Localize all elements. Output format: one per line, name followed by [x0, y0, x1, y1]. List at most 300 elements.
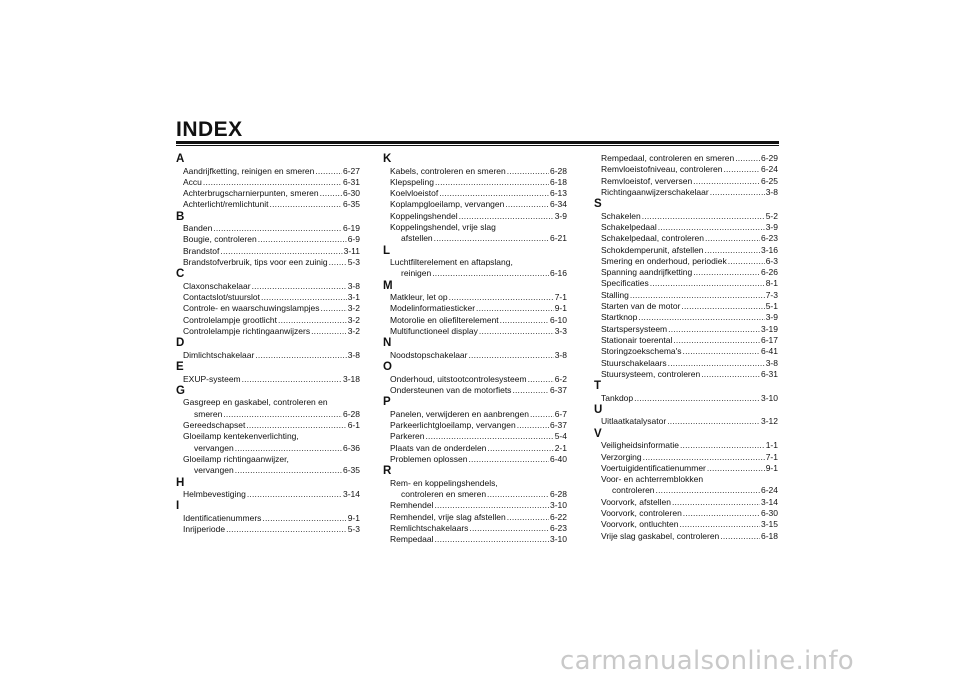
dot-leader: [434, 233, 549, 244]
index-letter-heading: C: [176, 268, 185, 281]
index-entry-term: Veiligheidsinformatie: [601, 440, 679, 451]
index-entry-page: 6-28: [549, 165, 567, 176]
dot-leader: [223, 409, 342, 420]
index-entry-term: Uitlaatkatalysator: [601, 416, 667, 427]
index-entry-term: Panelen, verwijderen en aanbrengen: [390, 408, 529, 419]
dot-leader: [710, 187, 765, 198]
index-letter-heading: K: [383, 153, 392, 165]
index-entry-page: 1-1: [765, 440, 778, 451]
index-entry-term: Multifunctioneel display: [390, 326, 478, 337]
index-entry-page: 3-3: [554, 326, 567, 337]
index-entry-page: 6-21: [549, 233, 567, 244]
index-entry[interactable]: [594, 256, 778, 267]
index-entry-term: Claxonschakelaar: [183, 280, 251, 291]
index-entry[interactable]: [594, 267, 778, 278]
index-entry[interactable]: [594, 301, 778, 312]
index-entry[interactable]: [594, 290, 778, 301]
index-entry-term: Aandrijfketting, reinigen en smeren: [183, 165, 315, 176]
index-entry[interactable]: [594, 164, 778, 175]
index-entry-term: Ondersteunen van de motorfiets: [390, 384, 512, 395]
index-entry-term: Richtingaanwijzerschakelaar: [601, 186, 709, 197]
dot-leader: [469, 454, 549, 465]
index-entry[interactable]: [176, 315, 360, 326]
dot-leader: [668, 358, 765, 369]
index-letter-heading: A: [176, 153, 185, 165]
index-entry-term: Matkleur, let op: [390, 292, 448, 303]
index-entry[interactable]: [383, 166, 567, 177]
index-entry-term: vervangen: [194, 442, 234, 453]
index-entry[interactable]: [383, 374, 567, 385]
index-entry-term: vervangen: [194, 465, 234, 476]
dot-leader: [668, 324, 760, 335]
index-entry-term: Plaats van de onderdelen: [390, 442, 487, 453]
index-entry[interactable]: [176, 246, 360, 257]
page-title: INDEX: [176, 118, 243, 141]
index-entry-term: Brandstofverbruik, tips voor een zuinig: [183, 257, 328, 268]
index-entry[interactable]: [383, 177, 567, 188]
index-entry-term: Schakelpedaal, controleren: [601, 233, 705, 244]
index-entry-term: Specificaties: [601, 278, 649, 289]
dot-leader: [487, 489, 549, 500]
dot-leader: [701, 369, 760, 380]
index-entry-page: 6-35: [342, 199, 360, 210]
index-entry-page: 3-14: [342, 489, 360, 500]
index-entry[interactable]: [594, 346, 778, 357]
index-entry-page: 3-8: [765, 357, 778, 368]
index-entry[interactable]: [383, 188, 567, 199]
index-entry-term: Parkeerlichtgloeilamp, vervangen: [390, 420, 516, 431]
index-entry-head: Luchtfilterelement en aftapslang,: [390, 257, 513, 268]
dot-leader: [512, 385, 549, 396]
index-entry[interactable]: [383, 454, 567, 465]
dot-leader: [432, 268, 549, 279]
dot-leader: [650, 278, 765, 289]
dot-leader: [434, 534, 549, 545]
dot-leader: [638, 312, 764, 323]
dot-leader: [426, 431, 554, 442]
dot-leader: [705, 245, 760, 256]
index-entry-term: Controlelampje richtingaanwijzers: [183, 326, 311, 337]
index-entry[interactable]: [383, 512, 567, 523]
index-entry-page: 6-1: [347, 420, 360, 431]
dot-leader: [329, 257, 347, 268]
index-entry[interactable]: [383, 385, 567, 396]
dot-leader: [505, 199, 549, 210]
index-letter-heading: B: [176, 210, 185, 223]
index-entry[interactable]: [594, 440, 778, 451]
index-entry-page: 5-3: [347, 257, 360, 268]
index-entry-term: Remlichtschakelaars: [390, 522, 469, 533]
index-entry-page: 6-36: [342, 442, 360, 453]
index-letter-heading: M: [383, 279, 393, 292]
index-entry-page: 7-3: [765, 289, 778, 300]
index-entry-term: Identificatienummers: [183, 512, 262, 523]
dot-leader: [258, 234, 347, 245]
index-letter-heading: S: [594, 198, 602, 211]
index-entry-term: Gereedschapset: [183, 420, 246, 431]
index-entry[interactable]: [594, 324, 778, 335]
index-entry-term: Achterlicht/remlichtunit: [183, 199, 269, 210]
index-entry-page: 8-1: [765, 278, 778, 289]
dot-leader: [252, 281, 347, 292]
index-entry[interactable]: [383, 326, 567, 337]
index-entry[interactable]: [383, 211, 567, 222]
index-entry-term: Vrije slag gaskabel, controleren: [601, 530, 720, 541]
index-entry[interactable]: [176, 234, 360, 245]
index-entry-page: 6-29: [760, 153, 778, 163]
index-entry[interactable]: [383, 489, 567, 500]
dot-leader: [528, 374, 554, 385]
dot-leader: [681, 301, 764, 312]
dot-leader: [479, 326, 554, 337]
index-entry[interactable]: [176, 199, 360, 210]
index-entry[interactable]: [176, 489, 360, 500]
dot-leader: [278, 315, 347, 326]
index-entry[interactable]: [176, 524, 360, 535]
index-entry-page: 6-31: [342, 176, 360, 187]
index-entry-page: 3-9: [765, 312, 778, 323]
index-entry[interactable]: [383, 315, 567, 326]
dot-leader: [220, 246, 342, 257]
index-entry-term: Startspersysteem: [601, 323, 668, 334]
index-column-1: [176, 153, 360, 535]
index-entry-page: 3-1: [347, 292, 360, 303]
dot-leader: [667, 416, 760, 427]
index-entry-page: 3-12: [760, 416, 778, 427]
index-entry[interactable]: [176, 465, 360, 476]
index-entry-term: Smering en onderhoud, periodiek: [601, 255, 727, 266]
index-entry[interactable]: [594, 187, 778, 198]
index-entry-term: Storingzoekschema's: [601, 346, 682, 357]
index-entry-term: Remvloeistofniveau, controleren: [601, 164, 723, 175]
index-entry-page: 3-8: [554, 349, 567, 360]
dot-leader: [247, 489, 342, 500]
index-entry-page: 6-28: [549, 489, 567, 500]
index-entry-term: Rempedaal: [390, 534, 434, 545]
index-entry-term: Accu: [183, 176, 202, 187]
index-entry-page: 6-41: [760, 346, 778, 357]
index-entry[interactable]: [383, 292, 567, 303]
dot-leader: [469, 350, 554, 361]
index-entry[interactable]: [383, 409, 567, 420]
index-entry-term: Controle- en waarschuwingslampjes: [183, 303, 320, 314]
dot-leader: [705, 233, 760, 244]
dot-leader: [500, 315, 549, 326]
index-entry[interactable]: [594, 463, 778, 474]
index-entry-page: 6-28: [342, 408, 360, 419]
dot-leader: [693, 176, 760, 187]
dot-leader: [673, 335, 760, 346]
index-entry[interactable]: [176, 177, 360, 188]
dot-leader: [459, 211, 554, 222]
index-entry-page: 3-19: [760, 323, 778, 334]
index-letter-heading: I: [176, 500, 180, 513]
index-entry[interactable]: [594, 233, 778, 244]
index-entry-term: Koppelingshendel: [390, 210, 458, 221]
index-letter-heading: D: [176, 337, 185, 350]
index-entry[interactable]: [176, 326, 360, 337]
index-entry-page: 5-2: [765, 210, 778, 221]
index-entry[interactable]: [383, 443, 567, 454]
dot-leader: [262, 513, 346, 524]
dot-leader: [270, 199, 342, 210]
dot-leader: [658, 222, 765, 233]
index-entry[interactable]: [383, 420, 567, 431]
index-entry-page: 6-17: [760, 334, 778, 345]
index-entry-page: 3-8: [765, 186, 778, 197]
dot-leader: [728, 256, 765, 267]
index-entry-page: 3-14: [760, 496, 778, 507]
index-entry-page: 9-1: [765, 462, 778, 473]
index-entry[interactable]: [176, 303, 360, 314]
index-entry-term: Voertuigidentificatienummer: [601, 462, 706, 473]
index-entry-page: 3-10: [549, 534, 567, 545]
index-entry-page: 3-8: [347, 349, 360, 360]
dot-leader: [235, 465, 342, 476]
index-entry-page: 6-24: [760, 485, 778, 496]
index-letter-heading: R: [383, 465, 392, 478]
index-entry[interactable]: [176, 513, 360, 524]
index-entry-term: Stationair toerental: [601, 334, 673, 345]
index-letter-heading: L: [383, 244, 391, 257]
dot-leader: [213, 223, 342, 234]
dot-leader: [203, 177, 342, 188]
index-entry-term: Tankdop: [601, 392, 634, 403]
dot-leader: [680, 519, 760, 530]
dot-leader: [321, 303, 347, 314]
dot-leader: [261, 292, 347, 303]
index-entry-head: Gasgreep en gaskabel, controleren en: [183, 397, 328, 408]
index-entry-page: 6-19: [342, 223, 360, 234]
dot-leader: [507, 166, 549, 177]
index-entry[interactable]: [594, 508, 778, 519]
index-entry-term: Stuurschakelaars: [601, 357, 667, 368]
index-entry-page: 6-7: [554, 408, 567, 419]
index-entry[interactable]: [594, 452, 778, 463]
index-entry-term: afstellen: [401, 233, 433, 244]
index-entry-term: Spanning aandrijfketting: [601, 267, 693, 278]
title-rule-thin: [176, 145, 779, 146]
index-entry-term: Koplampgloeilamp, vervangen: [390, 199, 505, 210]
index-letter-heading: V: [594, 427, 602, 440]
index-entry[interactable]: [176, 350, 360, 361]
index-entry[interactable]: [383, 500, 567, 511]
index-entry[interactable]: [176, 292, 360, 303]
index-entry[interactable]: [176, 257, 360, 268]
index-entry-term: Klepspeling: [390, 176, 434, 187]
index-entry[interactable]: [594, 153, 778, 164]
index-entry[interactable]: [594, 278, 778, 289]
index-entry-term: Schokdemperunit, afstellen: [601, 244, 704, 255]
dot-leader: [469, 523, 549, 534]
dot-leader: [530, 409, 554, 420]
dot-leader: [720, 531, 760, 542]
index-entry[interactable]: [594, 358, 778, 369]
index-entry-page: 3-10: [760, 392, 778, 403]
index-entry-page: 3-8: [347, 280, 360, 291]
index-letter-heading: T: [594, 380, 602, 393]
index-letter-heading: H: [176, 476, 185, 489]
index-entry-term: Verzorging: [601, 451, 642, 462]
index-entry-term: Noodstopschakelaar: [390, 349, 468, 360]
index-entry-page: 5-1: [765, 301, 778, 312]
index-entry-page: 6-37: [549, 420, 567, 431]
index-entry-term: Stuursysteem, controleren: [601, 368, 701, 379]
index-entry-page: 6-3: [765, 255, 778, 266]
dot-leader: [683, 346, 760, 357]
index-column-3: [594, 153, 778, 542]
index-entry-page: 9-1: [347, 512, 360, 523]
index-entry-page: 7-1: [554, 292, 567, 303]
index-entry-term: Schakelpedaal: [601, 221, 657, 232]
dot-leader: [242, 374, 342, 385]
index-letter-heading: G: [176, 384, 185, 397]
index-entry-head: Koppelingshendel, vrije slag: [390, 221, 496, 232]
index-entry-page: 6-30: [760, 508, 778, 519]
dot-leader: [320, 188, 342, 199]
index-entry[interactable]: [383, 233, 567, 244]
index-entry-term: Starten van de motor: [601, 301, 681, 312]
dot-leader: [693, 267, 760, 278]
index-entry-page: 9-1: [554, 303, 567, 314]
index-entry-page: 2-1: [554, 442, 567, 453]
index-entry-term: Achterbrugscharnierpunten, smeren: [183, 188, 319, 199]
dot-leader: [683, 508, 760, 519]
index-entry[interactable]: [176, 188, 360, 199]
dot-leader: [315, 166, 342, 177]
title-rule: [176, 141, 779, 144]
index-entry-page: 6-31: [760, 368, 778, 379]
index-entry-page: 6-23: [549, 522, 567, 533]
index-entry-page: 6-30: [342, 188, 360, 199]
index-entry[interactable]: [176, 409, 360, 420]
index-entry-page: 6-23: [760, 233, 778, 244]
index-entry[interactable]: [594, 176, 778, 187]
index-entry[interactable]: [594, 222, 778, 233]
index-entry-page: 6-34: [549, 199, 567, 210]
index-entry[interactable]: [383, 431, 567, 442]
index-entry-term: Schakelen: [601, 210, 641, 221]
index-entry-term: Voorvork, ontluchten: [601, 519, 679, 530]
index-entry-term: Rempedaal, controleren en smeren: [601, 153, 735, 163]
index-letter-heading: N: [383, 337, 392, 350]
index-entry[interactable]: [594, 531, 778, 542]
index-entry[interactable]: [176, 420, 360, 431]
index-entry-page: 3-2: [347, 326, 360, 337]
dot-leader: [634, 393, 760, 404]
index-entry-term: Controlelampje grootlicht: [183, 314, 278, 325]
index-entry-page: 3-11: [343, 245, 360, 256]
dot-leader: [434, 500, 549, 511]
index-entry-term: Remvloeistof, verversen: [601, 175, 693, 186]
index-entry-page: 6-18: [549, 176, 567, 187]
dot-leader: [735, 153, 760, 164]
dot-leader: [255, 350, 346, 361]
index-entry-term: smeren: [194, 408, 223, 419]
index-letter-heading: P: [383, 396, 391, 409]
index-entry-page: 6-24: [760, 164, 778, 175]
dot-leader: [680, 440, 765, 451]
index-entry[interactable]: [176, 281, 360, 292]
dot-leader: [235, 443, 342, 454]
index-letter-heading: O: [383, 361, 392, 374]
index-entry[interactable]: [176, 374, 360, 385]
index-entry-page: 3-2: [347, 314, 360, 325]
index-entry[interactable]: [383, 199, 567, 210]
index-entry[interactable]: [594, 312, 778, 323]
index-entry-page: 6-40: [549, 453, 567, 464]
index-entry[interactable]: [176, 166, 360, 177]
index-entry-term: Inrijperiode: [183, 524, 226, 535]
index-entry-page: 7-1: [765, 451, 778, 462]
index-entry[interactable]: [594, 393, 778, 404]
dot-leader: [643, 452, 765, 463]
index-entry-page: 5-4: [554, 431, 567, 442]
index-entry-page: 6-2: [554, 373, 567, 384]
index-column-2: [383, 153, 567, 546]
index-entry[interactable]: [594, 245, 778, 256]
dot-leader: [672, 497, 760, 508]
index-entry-page: 5-3: [347, 524, 360, 535]
index-entry[interactable]: [383, 534, 567, 545]
index-entry-page: 3-15: [760, 519, 778, 530]
index-entry-term: Koelvloeistof: [390, 188, 439, 199]
index-entry[interactable]: [594, 369, 778, 380]
index-entry-term: Modelinformatiesticker: [390, 303, 476, 314]
index-entry[interactable]: [383, 268, 567, 279]
index-entry-head: Rem- en koppelingshendels,: [390, 477, 498, 488]
index-entry-head: Gloeilamp kentekenverlichting,: [183, 431, 299, 442]
index-entry[interactable]: [176, 443, 360, 454]
index-letter-heading: E: [176, 361, 184, 374]
index-entry-term: Remhendel: [390, 500, 434, 511]
index-entry-page: 3-9: [554, 210, 567, 221]
dot-leader: [656, 485, 760, 496]
index-entry[interactable]: [383, 350, 567, 361]
index-entry-page: 3-9: [765, 221, 778, 232]
index-entry-term: Stalling: [601, 289, 629, 300]
dot-leader: [707, 463, 765, 474]
index-entry-page: 6-10: [549, 314, 567, 325]
index-entry-term: Dimlichtschakelaar: [183, 349, 255, 360]
index-entry[interactable]: [176, 223, 360, 234]
index-entry-term: controleren en smeren: [401, 489, 487, 500]
index-entry-page: 3-10: [549, 500, 567, 511]
dot-leader: [487, 443, 553, 454]
dot-leader: [476, 303, 554, 314]
dot-leader: [311, 326, 347, 337]
index-entry[interactable]: [594, 416, 778, 427]
index-entry-term: controleren: [612, 485, 655, 496]
index-entry-term: Problemen oplossen: [390, 453, 468, 464]
index-entry-term: Brandstof: [183, 245, 220, 256]
dot-leader: [226, 524, 347, 535]
index-entry-term: reinigen: [401, 268, 432, 279]
index-entry[interactable]: [594, 211, 778, 222]
index-entry-page: 6-27: [342, 165, 360, 176]
index-entry[interactable]: [383, 303, 567, 314]
index-entry-term: Kabels, controleren en smeren: [390, 165, 506, 176]
index-entry-term: Onderhoud, uitstootcontrolesysteem: [390, 373, 527, 384]
index-entry[interactable]: [594, 497, 778, 508]
index-entry-page: 3-18: [342, 373, 360, 384]
index-entry[interactable]: [594, 335, 778, 346]
dot-leader: [246, 420, 346, 431]
index-entry[interactable]: [594, 485, 778, 496]
dot-leader: [517, 420, 549, 431]
index-entry[interactable]: [594, 519, 778, 530]
index-entry[interactable]: [383, 523, 567, 534]
